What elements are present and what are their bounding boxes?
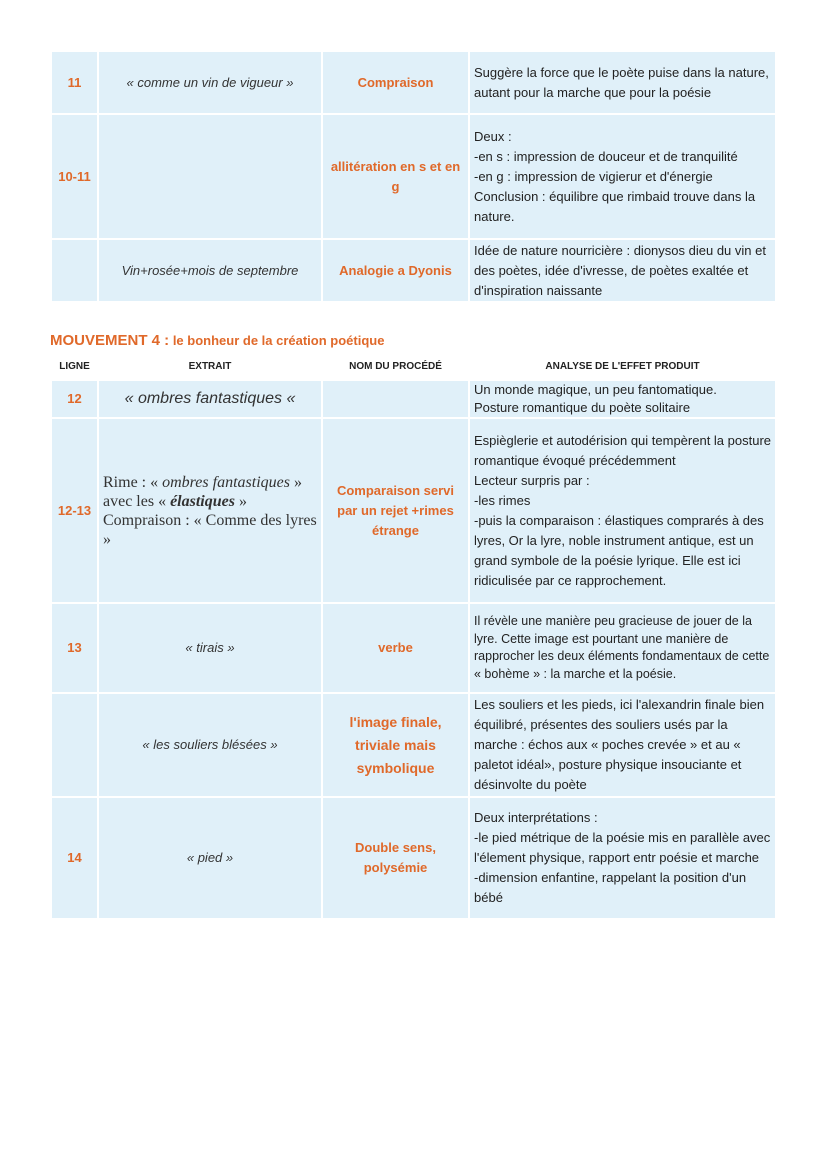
line-number: 13 (52, 604, 97, 692)
device-name: verbe (323, 604, 468, 692)
effect-analysis: Suggère la force que le poète puise dans la nature, autant pour la marche que pour la poésie (470, 52, 775, 113)
device-name: l'image finale, triviale mais symbolique (323, 694, 468, 796)
extract-text: Compraison : « Comme des lyres » (103, 511, 317, 548)
line-number: 12 (52, 381, 97, 417)
table-row (52, 381, 775, 417)
header-ligne: LIGNE (52, 355, 97, 379)
effect-analysis: Deux : -en s : impression de douceur et de tranquilité -en g : impression de vigierur et d'énergie Conclusion : équilibre que rimbaid trouve dans la nature. (470, 115, 775, 238)
table-row (52, 115, 775, 238)
extract-text: » (289, 473, 302, 491)
device-name: allitération en s et en g (323, 115, 468, 238)
effect-analysis: Espièglerie et autodérision qui tempèrent la posture romantique évoqué précédemment Lecteur surpris par : -les rimes -puis la comparaison : élastiques comprarés à des lyres, Or la lyre, noble instrument antique, est un grand symbole de la poésie lyrique. Elle est ici ridiculisée par ce rapprochement. (470, 419, 775, 602)
line-number: 10-11 (52, 115, 97, 238)
header-row (52, 355, 775, 379)
line-number (52, 240, 97, 301)
device-name: Compraison (323, 52, 468, 113)
table-row (52, 419, 775, 602)
device-name: Double sens, polysémie (323, 798, 468, 918)
extract-text: Rime : « (103, 473, 163, 491)
table-row (52, 604, 775, 692)
extract-bold-italic: élastiques (170, 492, 235, 510)
extract (99, 115, 321, 238)
device-name: Analogie a Dyonis (323, 240, 468, 301)
extract: « comme un vin de vigueur » (99, 52, 321, 113)
device-name: Comparaison servi par un rejet +rimes étrange (323, 419, 468, 602)
header-procede: NOM DU PROCÉDÉ (323, 355, 468, 379)
section-title: le bonheur de la création poétique (172, 333, 385, 348)
table-row (52, 52, 775, 113)
table-row (52, 694, 775, 796)
line-number (52, 694, 97, 796)
table-row (52, 798, 775, 918)
extract: « ombres fantastiques « (99, 381, 321, 417)
extract-italic: ombres fantastiques (162, 473, 290, 491)
line-number: 11 (52, 52, 97, 113)
section-heading (50, 332, 384, 349)
line-number: 12-13 (52, 419, 97, 602)
extract: Vin+rosée+mois de septembre (99, 240, 321, 301)
effect-analysis: Deux interprétations : -le pied métrique de la poésie mis en parallèle avec l'élement physique, rapport entr poésie et marche -dimension enfantine, rappelant la position d'un bébé (470, 798, 775, 918)
extract: « les souliers blésées » (99, 694, 321, 796)
extract: « tirais » (99, 604, 321, 692)
extract: « pied » (99, 798, 321, 918)
effect-analysis: Les souliers et les pieds, ici l'alexandrin finale bien équilibré, présentes des souliers usés par la marche : échos aux « poches crevée » et au « paletot idéal», posture physique insouciante et désinvolte du poète (470, 694, 775, 796)
header-extrait: EXTRAIT (99, 355, 321, 379)
table-row (52, 240, 775, 301)
header-analyse: ANALYSE DE L'EFFET PRODUIT (470, 355, 775, 379)
analysis-table-mouvement-4 (50, 353, 777, 920)
effect-analysis: Il révèle une manière peu gracieuse de jouer de la lyre. Cette image est pourtant une manière de rapprocher les deux éléments fondamentaux de cette « bohème » : la marche et la poésie. (470, 604, 775, 692)
effect-analysis: Idée de nature nourricière : dionysos dieu du vin et des poètes, idée d'ivresse, de poètes exaltée et d'inspiration naissante (470, 240, 775, 301)
extract-text: avec les « (103, 492, 171, 510)
section-label: MOUVEMENT 4 : (50, 332, 170, 349)
device-name (323, 381, 468, 417)
extract (99, 419, 321, 602)
analysis-table-mouvement-3 (50, 50, 777, 303)
effect-analysis: Un monde magique, un peu fantomatique. Posture romantique du poète solitaire (470, 381, 775, 417)
extract-text: » (234, 492, 247, 510)
line-number: 14 (52, 798, 97, 918)
